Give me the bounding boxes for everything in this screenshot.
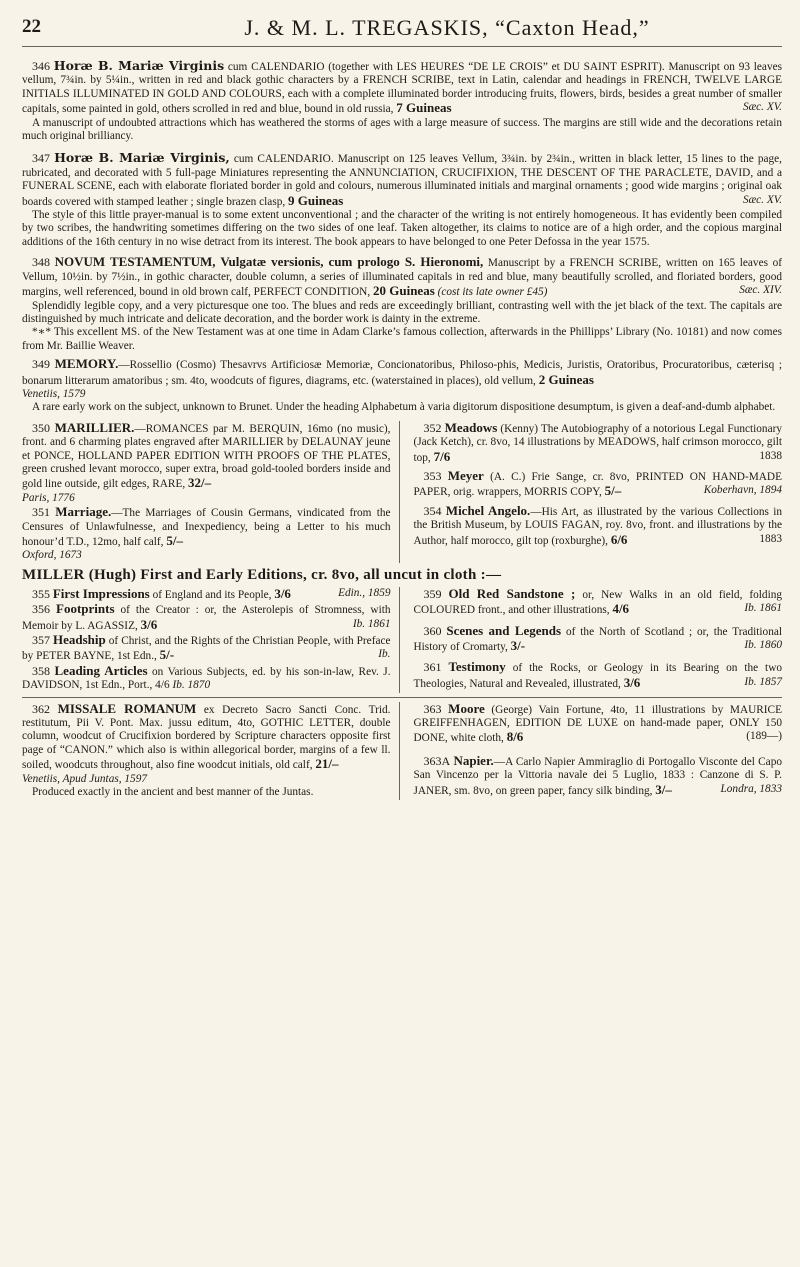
entry-imprint: Edin., 1859 <box>338 586 391 599</box>
entry-title: Footprints <box>56 601 115 617</box>
entry-imprint: Ib. 1860 <box>744 639 782 652</box>
page-header <box>22 14 782 47</box>
entry-price: 32/– <box>188 475 212 491</box>
entry-text: —His Art, as illustrated by the various Collections in the British Museum, by LOUIS FAGAN, roy. 8vo, front. and illustrations by the Author, half morocco, gilt top (roxburghe), <box>413 505 783 547</box>
entry-imprint: 1838 <box>759 449 782 462</box>
entry-359 <box>414 587 783 618</box>
entry-352 <box>414 421 783 465</box>
entry-number: 350 <box>32 420 50 435</box>
entry-text: —ROMANCES par M. BERQUIN, 16mo (no music), front. and 6 charming plates engraved after MARILLIER by DELAUNAY jeune et PONCE, HOLLAND PAPER EDITION WITH PROOFS OF THE PLATES, green crushed levant morocco, super extra, broad gold-tooled borders inside and gold line outside, gilt edges, RARE, <box>22 422 391 491</box>
entry-title: Meyer <box>447 467 484 483</box>
entry-price: 3/6 <box>623 674 641 690</box>
entry-text: of the North of Scotland ; or, the Traditional History of Cromarty, <box>413 625 782 654</box>
entry-imprint: Koberhavn, 1894 <box>703 484 782 497</box>
entry-title: NOVUM TESTAMENTUM, Vulgatæ versionis, cum prologo S. Hieronomi, <box>54 254 484 270</box>
entry-price: 20 Guineas <box>372 283 435 299</box>
entry-price: 7 Guineas <box>396 100 452 116</box>
entry-363a <box>414 754 783 798</box>
columns-355-361 <box>22 587 782 693</box>
entry-349-note: A rare early work on the subject, unknown to Brunet. Under the heading Alphabetum à varia digitorum dispositione desumptum, is given a deaf-and-dumb alphabet. <box>32 401 776 414</box>
entry-title: Horæ B. Mariæ Virginis, <box>54 150 230 166</box>
right-column <box>414 702 783 800</box>
entry-347-note: The style of this little prayer-manual is to some extent unconventional ; and the character of the writing is not entirely homogeneous. It has evidently been compiled by two scribes, the handwriting sometimes differing on the two sides of one leaf. Taken altogether, its claims to notice are of a high order, and the copious marginal additions of the 16th century in no wise detract from its interest. The book appears to have belonged to one Peter Defossa in the year 1575. <box>22 209 782 248</box>
entry-356 <box>22 602 391 633</box>
entry-347 <box>22 151 782 209</box>
entry-number: 356 <box>32 602 50 617</box>
entry-362 <box>22 702 391 773</box>
entry-date: Sæc. XV. <box>742 193 782 206</box>
entry-355 <box>22 587 391 602</box>
entry-351 <box>22 505 391 549</box>
right-column <box>414 587 783 693</box>
entry-348-note2: *∗* This excellent MS. of the New Testament was at one time in Adam Clarke’s famous collection, afterwards in the Phillipps’ Library (No. 10181) and now comes from Mr. Baillie Weaver. <box>22 326 782 352</box>
entry-title: Horæ B. Mariæ Virginis <box>53 58 225 73</box>
entry-number: 347 <box>32 151 50 166</box>
entry-text: of England and its People, <box>152 588 272 601</box>
entry-353 <box>414 469 783 500</box>
entry-price: 21/– <box>315 756 339 772</box>
entry-360 <box>414 624 783 655</box>
entry-text: Manuscript by a FRENCH SCRIBE, written on 165 leaves of Vellum, 10½in. by 7½in., in gothic character, double column, a series of illuminated capitals in red and blue, many beautifully scrolled, and floriated borders, good margins, well referenced, bound in old brown calf, PERFECT CONDITION, <box>22 257 783 299</box>
entry-number: 349 <box>32 357 50 372</box>
entry-number: 363A <box>423 753 451 768</box>
entry-348-note: Splendidly legible copy, and a very picturesque one too. The blues and reds are exceedingly brilliant, contrasting well with the jet black of the text. The capitals are distinguished by much intricate and delicate decoration, and the border work is dainty in the extreme. <box>22 299 782 325</box>
entry-362-imprint: Venetiis, Apud Juntas, 1597 <box>22 772 147 785</box>
right-column <box>414 421 783 563</box>
entry-number: 357 <box>32 633 50 648</box>
entry-346-note: A manuscript of undoubted attractions which has weathered the storms of ages with a large measure of success. The margins are still wide and the decorations retain much original brilliancy. <box>22 116 782 143</box>
entry-price: 5/- <box>159 647 175 663</box>
entry-title: Scenes and Legends <box>446 622 562 638</box>
entry-number: 362 <box>32 701 50 716</box>
entry-number: 355 <box>32 586 50 601</box>
entry-358 <box>22 664 391 693</box>
entry-title: Napier. <box>453 752 494 768</box>
miller-heading: MILLER (Hugh) First and Early Editions, cr. 8vo, all uncut in cloth :— <box>22 566 502 583</box>
entry-title: Leading Articles <box>54 662 148 678</box>
entry-text: —Rossellio (Cosmo) Thesavrvs Artificiosæ Memoriæ, Concionatoribus, Philoso-phis, Medicis, Juristis, Oratoribus, Procuratoribus, cæterisq ; bonarum litterarum amatoribus ; sm. 4to, woodcuts of figures, diagrams, etc. (waterstained in places), old vellum, <box>22 359 782 387</box>
entry-text: —A Carlo Napier Ammiraglio di Portogallo Visconte del Capo San Vincenzo per la Vittoria navale dei 5 Luglio, 1833 : Canzone di S. P. JANER, sm. 8vo, on green paper, fancy silk binding, <box>413 755 782 797</box>
entry-price: 4/6 <box>612 601 630 617</box>
entry-text: —The Marriages of Cousin Germans, vindicated from the Censures of Unlawfulnesse, and Inexpediency, being a Letter to his much honour’d T.D., 12mo, half calf, <box>22 507 391 548</box>
entry-text: cum CALENDARIO (together with LES HEURES “DE LE CROIS” et DU SAINT ESPRIT). Manuscript on 93 leaves vellum, 7¾in. by 5¼in., written in red and black gothic characters by a FRENCH SCRIBE, text in Latin, calendar and headings in FRENCH, TWELVE LARGE INITIALS ILLUMINATED IN GOLD AND COLOURS, each with a complete illuminated border introducing fruits, flowers, birds, besides a great number of smaller capitals, some painted in gold, others scrolled in red and blue, bound in old russia, <box>22 61 783 116</box>
entry-363 <box>414 702 783 746</box>
entry-text: of the Creator : or, the Asterolepis of Stromness, with Memoir by L. AGASSIZ, <box>22 604 391 632</box>
entry-imprint: Ib. 1870 <box>172 679 211 692</box>
entry-348 <box>22 255 782 299</box>
entry-price: 2 Guineas <box>538 371 594 387</box>
entry-number: 353 <box>423 468 442 483</box>
running-title: J. & M. L. TREGASKIS, “Caxton Head,” <box>244 15 650 40</box>
entry-date: Sæc. XV. <box>742 101 782 114</box>
entry-362-note: Produced exactly in the ancient and best manner of the Juntas. <box>32 786 314 799</box>
entry-title: First Impressions <box>52 585 150 601</box>
entry-number: 351 <box>32 505 50 520</box>
entry-350 <box>22 421 391 492</box>
entry-title: MEMORY. <box>54 356 119 372</box>
entry-title: MARILLIER. <box>54 419 135 435</box>
left-column <box>22 421 400 563</box>
section-divider <box>22 697 782 698</box>
entry-number: 358 <box>32 663 50 678</box>
entry-title: Michel Angelo. <box>445 502 531 518</box>
entry-title: Moore <box>448 700 485 716</box>
left-column <box>22 587 400 693</box>
entry-title: MISSALE ROMANUM <box>57 700 197 716</box>
entry-361 <box>414 660 783 691</box>
entry-number: 359 <box>423 586 442 601</box>
entry-text: ex Decreto Sacro Sancti Conc. Trid. restitutum, Pii V. Pont. Max. jussu editum, 4to, GOTHIC LETTER, double column, woodcut of Crucifixion bordered by Scripture characters opposite first page of “CANON.” which also is within allegorical border, margins of a few ll. soiled, woodcuts throughout, also fine woodcut initials, old calf, <box>22 703 391 772</box>
catalogue-page <box>22 14 782 800</box>
entry-imprint: Ib. 1861 <box>352 617 391 630</box>
entry-357 <box>22 633 391 664</box>
entry-351-imprint: Oxford, 1673 <box>22 549 82 562</box>
entry-price: 6/6 <box>610 531 628 547</box>
entry-price: 9 Guineas <box>288 192 344 208</box>
entry-price: 3/- <box>510 638 526 654</box>
entry-title: Marriage. <box>55 504 112 520</box>
entry-imprint: Ib. 1857 <box>744 675 782 688</box>
entry-imprint: 1883 <box>759 532 782 545</box>
entry-number: 348 <box>32 255 50 270</box>
entry-349 <box>22 357 782 388</box>
columns-350-354 <box>22 421 782 563</box>
entry-number: 361 <box>423 660 442 675</box>
columns-362-363a <box>22 702 782 800</box>
entry-text: (Kenny) The Autobiography of a notorious Legal Functionary (Jack Ketch), cr. 8vo, 14 illustrations by MEADOWS, half crimson morocco, gilt top, <box>413 422 783 464</box>
entry-text: (George) Vain Fortune, 4to, 11 illustrations by MAURICE GREIFFENHAGEN, EDITION DE LUXE on hand-made paper, ONLY 150 DONE, white cloth, <box>413 703 782 745</box>
entry-text: or, New Walks in an old field, folding COLOURED front., and other illustrations, <box>413 588 783 617</box>
entry-title: Old Red Sandstone ; <box>448 585 576 601</box>
entry-346 <box>22 59 782 117</box>
entry-price: 3/6 <box>140 616 158 632</box>
entry-date: Sæc. XIV. <box>739 284 782 297</box>
entry-number: 352 <box>423 420 442 435</box>
entry-text: of the Rocks, or Geology in its Bearing on the two Theologies, Natural and Revealed, illustrated, <box>413 662 783 690</box>
entry-imprint: (189—) <box>746 730 782 743</box>
entry-title: Meadows <box>444 419 498 435</box>
left-column <box>22 702 400 800</box>
entry-text: on Various Subjects, ed. by his son-in-law, Rev. J. DAVIDSON, 1st Edn., Port., 4/6 <box>22 665 391 692</box>
entry-350-imprint: Paris, 1776 <box>22 491 75 504</box>
entry-text: (A. C.) Frie Sange, cr. 8vo, PRINTED ON HAND-MADE PAPER, orig. wrappers, MORRIS COPY, <box>413 470 782 499</box>
entry-price: 3/6 <box>274 585 291 601</box>
entry-text: cum CALENDARIO. Manuscript on 125 leaves Vellum, 3¾in. by 2¾in., written in black letter, 15 lines to the page, rubricated, and decorated with 5 full-page Miniatures representing the ANNUNCIATION, CRUCIFIXION, THE DESCENT OF THE PARACLETE, DAVID, and a FUNERAL SCENE, each with elaborate floriated border in gold and colours, numerous illuminated initials and marginal ornaments ; good wide margins ; original oak boards covered with stamped leather ; single brazen clasp, <box>22 153 783 208</box>
entry-title: Headship <box>53 632 106 648</box>
page-number: 22 <box>22 16 41 37</box>
entry-number: 363 <box>423 701 442 716</box>
entry-number: 354 <box>423 503 442 518</box>
entry-title: Testimony <box>448 659 506 675</box>
entry-imprint: Ib. <box>378 648 391 661</box>
entry-price: 3/– <box>655 781 672 797</box>
entry-354 <box>414 504 783 548</box>
entry-price-note: (cost its late owner £45) <box>437 286 548 299</box>
entry-price: 7/6 <box>433 448 451 464</box>
entry-price: 5/– <box>166 533 183 548</box>
entry-imprint: Ib. 1861 <box>744 602 782 615</box>
entry-number: 360 <box>423 623 442 638</box>
entry-text: of Christ, and the Rights of the Christian People, with Preface by PETER BAYNE, 1st Edn., <box>22 635 391 663</box>
entry-349-imprint: Venetiis, 1579 <box>22 387 86 400</box>
entry-price: 5/– <box>604 483 622 499</box>
entry-number: 346 <box>32 59 50 73</box>
entry-price: 8/6 <box>506 729 524 745</box>
entry-imprint: Londra, 1833 <box>720 782 782 795</box>
